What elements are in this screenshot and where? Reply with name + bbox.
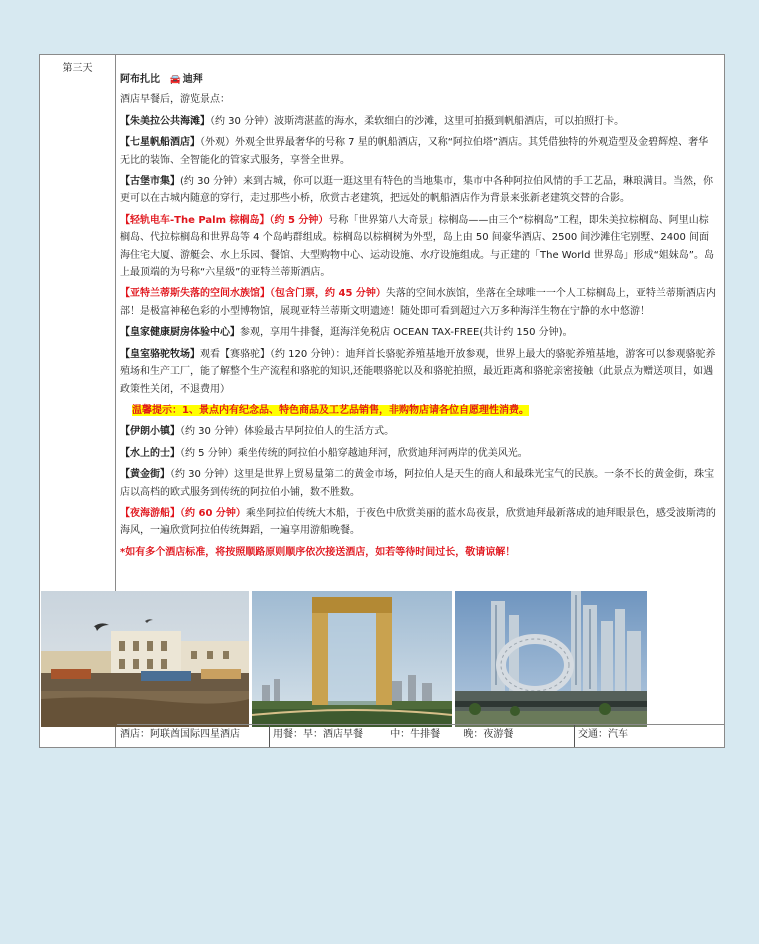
attraction-description: (约 30 分钟）来到古城，你可以逛一逛这里有特色的当地集市，集市中各种阿拉伯风情的手工艺品，琳琅满目。当然，你更可以在古城内随意的穿行，走过那些小桥，欣赏古老建筑，把远处的帆船酒店作为背景来张新老建筑交替的合影。 <box>120 176 713 205</box>
meal-breakfast: 早：酒店早餐 <box>303 729 363 740</box>
attraction-name: 【七星帆船酒店】 <box>120 137 200 149</box>
attraction-paragraph <box>120 134 718 169</box>
day-label: 第三天 <box>40 55 116 747</box>
museum-of-future-photo <box>455 591 647 727</box>
attraction-paragraph <box>120 423 718 440</box>
attraction-paragraph <box>120 505 718 540</box>
notice-line <box>120 402 718 419</box>
attraction-description: 乘坐阿拉伯传统大木船，于夜色中欣赏美丽的蓝水岛夜景，欣赏迪拜最新落成的迪拜眼景色，感受波斯湾的海风，一遍欣赏阿拉伯传统舞蹈，一遍享用游船晚餐。 <box>120 507 716 537</box>
attractions-list-2 <box>120 423 718 539</box>
notice-text: 温馨提示：1、景点内有纪念品、特色商品及工艺品销售，非购物店请各位自愿理性消费。 <box>132 404 529 416</box>
attraction-name: 【伊朗小镇】 <box>120 426 180 438</box>
attraction-name: 【夜海游船】（约 60 分钟） <box>120 507 246 519</box>
meal-lunch: 中：牛排餐 <box>390 729 441 740</box>
attraction-paragraph <box>120 113 718 130</box>
attraction-description: （约 5 分钟）乘坐传统的阿拉伯小船穿越迪拜河，欣赏迪拜河两岸的优美风光。 <box>180 447 528 459</box>
attraction-paragraph <box>120 173 718 208</box>
attraction-name: 【亚特兰蒂斯失落的空间水族馆】（包含门票，约 45 分钟） <box>120 288 386 300</box>
hotel-warning: *如有多个酒店标准，将按照顺路原则顺序依次接送酒店，如若等待时间过长，敬请谅解！ <box>120 546 516 558</box>
attraction-paragraph <box>120 445 718 462</box>
attraction-name: 【黄金街】 <box>120 469 170 481</box>
attraction-paragraph <box>120 346 718 398</box>
attraction-paragraph <box>120 285 718 320</box>
attraction-name: 【水上的士】 <box>120 447 180 459</box>
attraction-description: 观看【赛骆驼】（约 120 分钟）：迪拜首长骆驼养殖基地开放参观，世界上最大的骆驼养殖基地，游客可以参观骆驼养殖场和生产工厂，能了解整个生产流程和骆驼的知识,还能喂骆驼以及和骆驼拍照，最近距离和骆驼亲密接触（此景点为赠送项目，如遇政策性关闭，不退费用） <box>120 348 716 395</box>
footer-transport: 交通：汽车 <box>578 729 628 740</box>
day-footer <box>117 724 724 747</box>
footer-hotel: 酒店：阿联酋国际四星酒店 <box>117 725 270 747</box>
attractions-list <box>120 113 718 398</box>
attraction-name: 【皇家健康厨房体验中心】 <box>120 327 240 339</box>
intro-text: 酒店早餐后，游览景点： <box>120 94 230 106</box>
route-from: 阿布扎比 <box>120 74 160 85</box>
photo-strip <box>41 591 647 727</box>
route-to: 迪拜 <box>182 74 203 85</box>
attraction-description: （外观）外观全世界最奢华的号称 7 星的帆船酒店，又称“阿拉伯塔”酒店。其凭借独特的外观造型及金碧辉煌、奢华无比的装饰、全智能化的管家式服务，享誉全世界。 <box>120 137 709 166</box>
footer-meals <box>270 725 575 747</box>
attraction-name: 【轻轨电车-The Palm 棕榈岛】（约 5 分钟） <box>120 214 329 226</box>
route-title <box>120 71 718 89</box>
dubai-frame-photo <box>252 591 452 727</box>
attraction-description: （约 30 分钟）体验最古早阿拉伯人的生活方式。 <box>180 426 395 438</box>
attraction-paragraph <box>120 212 718 282</box>
attraction-description: 参观，享用牛排餐，逛海洋免税店 OCEAN TAX-FREE(共计约 150 分钟)。 <box>240 327 573 339</box>
attraction-paragraph <box>120 466 718 501</box>
attraction-paragraph <box>120 324 718 341</box>
dubai-creek-photo <box>41 591 249 727</box>
car-icon: 🚘 <box>169 75 181 85</box>
attraction-description: 号称「世界第八大奇景」棕榈岛——由三个“棕榈岛”工程，即朱美拉棕榈岛、阿里山棕榈岛、代拉棕榈岛和世界岛等 4 个岛屿群组成。棕榈岛以棕榈树为外型，岛上由 50 间豪华酒店、2500 间沙滩住宅别墅、2400 间面海住宅大厦、游艇会、水上乐园、餐馆、大型购物中心、运动设施、水疗设施组成。与正建的「The World 世界岛」形成“姐妹岛”。岛上最顶端的为号称“六星级”的亚特兰蒂斯酒店。 <box>120 214 714 279</box>
attraction-name: 【皇室骆驼牧场】 <box>120 348 200 360</box>
attraction-name: 【古堡市集】 <box>120 176 180 188</box>
itinerary-table <box>39 54 725 748</box>
attraction-description: （约 30 分钟）这里是世界上贸易量第二的黄金市场，阿拉伯人是天生的商人和最珠光宝气的民族。一条不长的黄金街，珠宝店以高档的欧式服务到传统的阿拉伯小铺，数不胜数。 <box>120 469 715 498</box>
meals-label: 用餐： <box>273 729 303 740</box>
attraction-name: 【朱美拉公共海滩】 <box>120 115 210 127</box>
attraction-description: （约 30 分钟）波斯湾湛蓝的海水，柔软细白的沙滩，这里可拍摄到帆船酒店，可以拍照打卡。 <box>210 115 625 127</box>
attraction-description: 失落的空间水族馆，坐落在全球唯一一个人工棕榈岛上，亚特兰蒂斯酒店内部！是极富神秘色彩的小型博物馆，展现亚特兰蒂斯文明遗迹！随处即可看到超过六万多种海洋生物在宁静的水中悠游！ <box>120 288 716 317</box>
meal-dinner: 晚：夜游餐 <box>463 729 514 740</box>
